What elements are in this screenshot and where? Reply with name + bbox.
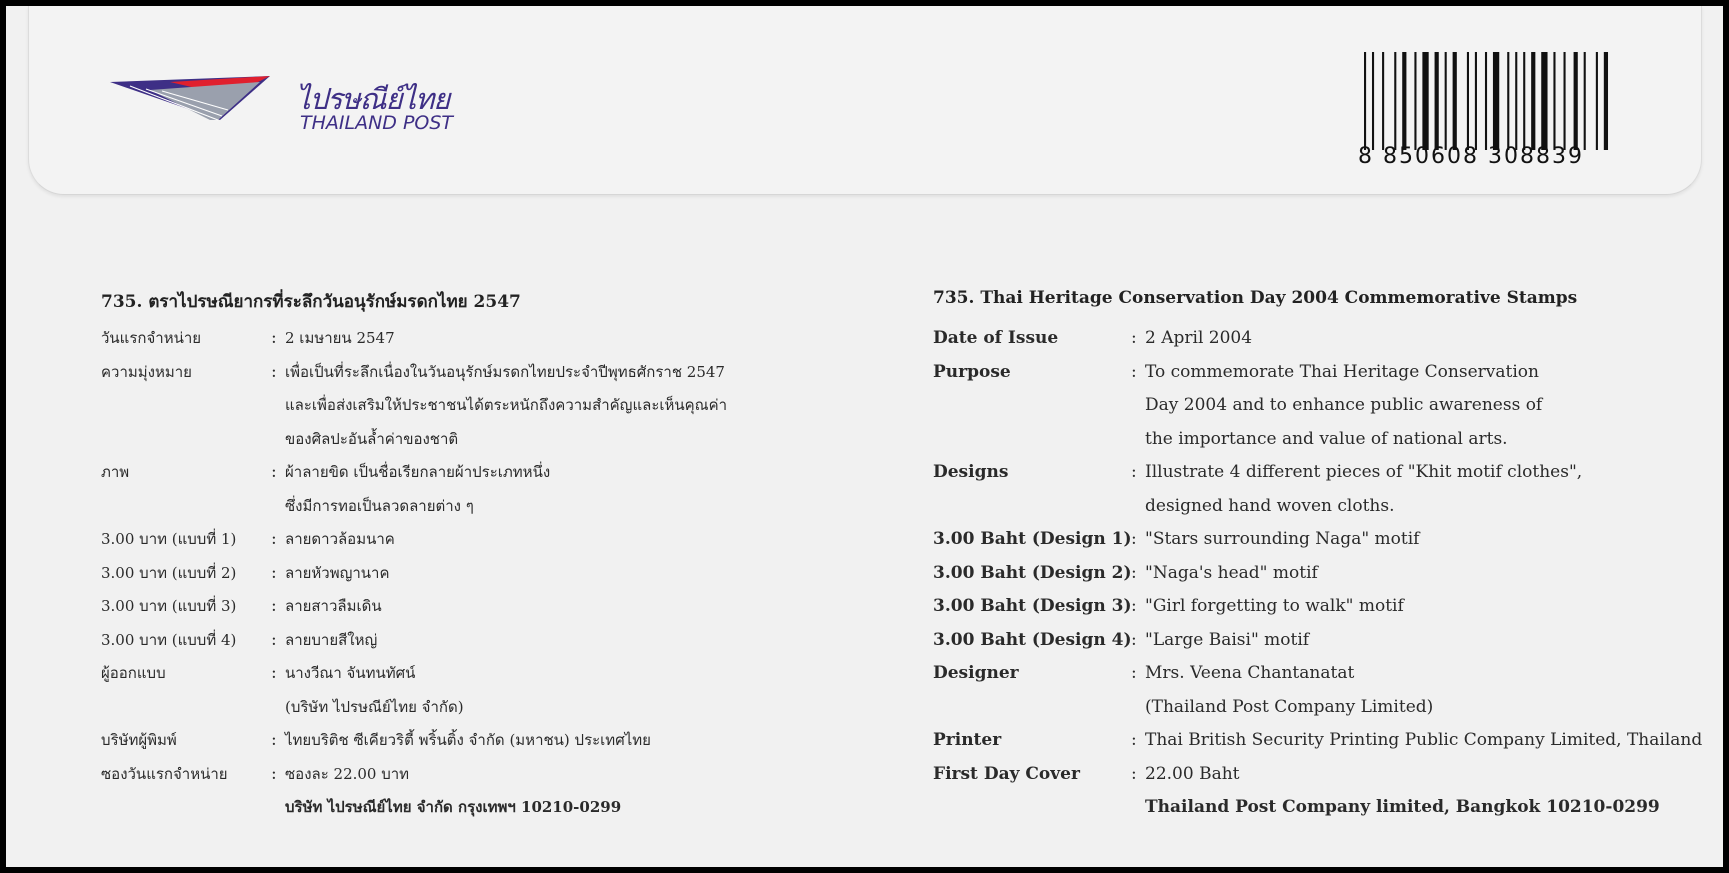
colon-separator: : <box>271 529 277 549</box>
colon-separator: : <box>1131 730 1137 750</box>
thai-field-label: ความมุ่งหมาย <box>101 362 192 381</box>
english-field-label: Purpose <box>933 361 1011 382</box>
thai-field-label: ซองวันแรกจำหน่าย <box>101 764 228 783</box>
colon-separator: : <box>271 763 277 784</box>
thailand-post-logo <box>110 76 490 136</box>
barcode-bar <box>1507 52 1509 150</box>
english-field-label: First Day Cover <box>933 763 1080 784</box>
english-title: 735. Thai Heritage Conservation Day 2004 Commemorative Stamps <box>933 288 1578 308</box>
colon-separator: : <box>1131 328 1137 348</box>
english-row <box>933 557 1713 591</box>
barcode-bar <box>1422 52 1428 150</box>
thai-field-value <box>285 724 651 758</box>
thailand-post-wing-icon <box>110 76 300 136</box>
barcode-bar <box>1394 52 1396 150</box>
thai-field-value <box>285 557 390 591</box>
colon-separator: : <box>271 730 277 750</box>
english-value-line: "Naga's head" motif <box>1145 562 1318 583</box>
thai-value-line: นางวีณา จันทนทัศน์ <box>285 664 416 682</box>
english-row <box>933 758 1713 792</box>
english-field-value <box>1145 322 1252 356</box>
english-field-value <box>1145 456 1582 523</box>
english-value-line: "Large Baisi" motif <box>1145 629 1310 650</box>
english-value-line: 22.00 Baht <box>1145 763 1240 784</box>
english-field-value <box>1145 624 1309 658</box>
thai-value-line: ไทยบริติช ซีเคียวริตี้ พริ้นติ้ง จำกัด (มหาชน) ประเทศไทย <box>285 731 651 749</box>
thai-row <box>101 590 901 624</box>
english-value-line: Day 2004 and to enhance public awareness of <box>1145 395 1543 415</box>
english-description <box>933 288 1713 825</box>
english-row <box>933 724 1713 758</box>
thai-field-label: บริษัทผู้พิมพ์ <box>101 731 177 749</box>
barcode-bar <box>1435 52 1439 150</box>
english-field-value <box>1145 724 1702 758</box>
english-value-line: Thai British Security Printing Public Company Limited, Thailand <box>1145 730 1703 750</box>
english-value-line: Illustrate 4 different pieces of "Khit motif clothes", <box>1145 462 1583 482</box>
thai-field-label: ภาพ <box>101 463 130 481</box>
english-field-value <box>1145 523 1419 557</box>
colon-separator: : <box>1131 596 1137 616</box>
barcode-bar <box>1604 52 1608 150</box>
english-field-label: 3.00 Baht (Design 4) <box>933 629 1132 650</box>
thai-field-label: 3.00 บาท (แบบที่ 1) <box>101 530 237 548</box>
thai-row <box>101 557 901 591</box>
english-field-label: Printer <box>933 730 1002 750</box>
thai-row <box>101 624 901 658</box>
thai-value-line: ซองละ 22.00 บาท <box>285 764 410 783</box>
english-field-label: 3.00 Baht (Design 1) <box>933 529 1132 549</box>
barcode-bar <box>1584 52 1586 150</box>
barcode-bar <box>1564 52 1566 150</box>
english-row <box>933 523 1713 557</box>
barcode-bar <box>1445 52 1447 150</box>
english-address: Thailand Post Company limited, Bangkok 10210-0299 <box>1145 797 1660 817</box>
envelope-back <box>6 6 1723 867</box>
thai-field-value <box>285 523 395 557</box>
thai-field-label: 3.00 บาท (แบบที่ 2) <box>101 563 237 582</box>
thai-value-line: ผ้าลายขิด เป็นชื่อเรียกลายผ้าประเภทหนึ่ง <box>285 463 551 481</box>
english-field-label: 3.00 Baht (Design 3) <box>933 596 1132 616</box>
colon-separator: : <box>271 361 277 382</box>
english-row <box>933 356 1713 457</box>
english-field-label: Designer <box>933 663 1019 683</box>
barcode-bar <box>1485 52 1487 150</box>
english-field-value <box>1145 557 1318 591</box>
colon-separator: : <box>271 328 277 348</box>
thai-value-line: ลายดาวล้อมนาค <box>285 530 395 548</box>
colon-separator: : <box>271 562 277 583</box>
english-value-line: (Thailand Post Company Limited) <box>1145 696 1434 717</box>
barcode-bar <box>1467 52 1469 150</box>
thai-field-value <box>285 624 377 658</box>
colon-separator: : <box>271 596 277 616</box>
thai-row <box>101 657 901 724</box>
thai-field-label: ผู้ออกแบบ <box>101 664 166 682</box>
barcode-bar <box>1453 52 1457 150</box>
thai-row <box>101 356 901 457</box>
thai-value-line: ลายบายสีใหญ่ <box>285 630 378 649</box>
colon-separator: : <box>1131 462 1137 482</box>
thai-field-label: 3.00 บาท (แบบที่ 3) <box>101 597 237 615</box>
barcode-number: 8 850608 308839 <box>1358 144 1584 169</box>
english-row <box>933 624 1713 658</box>
english-value-line: Mrs. Veena Chantanatat <box>1145 663 1355 683</box>
barcode-bar <box>1574 52 1578 150</box>
thai-field-label: 3.00 บาท (แบบที่ 4) <box>101 630 237 649</box>
english-value-line: "Girl forgetting to walk" motif <box>1145 596 1404 616</box>
barcode-bar <box>1382 52 1384 150</box>
english-value-line: 2 April 2004 <box>1145 328 1253 348</box>
thai-row <box>101 523 901 557</box>
thai-row <box>101 456 901 523</box>
thai-value-line: ซึ่งมีการทอเป็นลวดลายต่าง ๆ <box>285 496 474 515</box>
english-value-line: To commemorate Thai Heritage Conservation <box>1145 361 1539 382</box>
english-row <box>933 456 1713 523</box>
english-field-label: Designs <box>933 462 1009 482</box>
barcode-bars <box>1364 52 1612 150</box>
thai-value-line: 2 เมษายน 2547 <box>285 329 395 347</box>
thai-field-value <box>285 590 382 624</box>
barcode-bar <box>1493 52 1499 150</box>
colon-separator: : <box>1131 562 1137 583</box>
logo-thai-text: ไปรษณีย์ไทย <box>296 82 450 116</box>
colon-separator: : <box>271 462 277 482</box>
barcode <box>1358 52 1618 170</box>
barcode-bar <box>1372 52 1374 150</box>
english-row <box>933 590 1713 624</box>
barcode-bar <box>1523 52 1525 150</box>
english-address-row <box>933 791 1713 825</box>
barcode-bar <box>1553 52 1555 150</box>
thai-field-value <box>285 758 409 792</box>
thai-row <box>101 322 901 356</box>
colon-separator: : <box>271 629 277 650</box>
english-value-line: the importance and value of national arts. <box>1145 428 1508 449</box>
thai-field-value <box>285 657 464 724</box>
thai-field-label: วันแรกจำหน่าย <box>101 329 202 347</box>
barcode-bar <box>1541 52 1547 150</box>
thai-address: บริษัท ไปรษณีย์ไทย จำกัด กรุงเทพฯ 10210-0299 <box>285 798 622 816</box>
english-field-label: 3.00 Baht (Design 2) <box>933 562 1132 583</box>
english-field-value <box>1145 356 1542 457</box>
logo-english-text: THAILAND POST <box>300 112 454 134</box>
thai-address-row <box>101 791 901 825</box>
barcode-bar <box>1364 52 1366 150</box>
thai-value-line: และเพื่อส่งเสริมให้ประชาชนได้ตระหนักถึงความสำคัญและเห็นคุณค่า <box>285 396 728 414</box>
thai-value-line: ลายสาวลืมเดิน <box>285 597 382 615</box>
english-row <box>933 322 1713 356</box>
barcode-bar <box>1475 52 1477 150</box>
english-row <box>933 657 1713 724</box>
thai-value-line: เพื่อเป็นที่ระลึกเนื่องในวันอนุรักษ์มรดกไทยประจำปีพุทธศักราช 2547 <box>285 362 725 381</box>
english-field-value <box>1145 590 1404 624</box>
colon-separator: : <box>1131 361 1137 382</box>
english-field-value <box>1145 657 1433 724</box>
barcode-bar <box>1414 52 1416 150</box>
english-field-value <box>1145 758 1239 792</box>
colon-separator: : <box>1131 529 1137 549</box>
english-value-line: "Stars surrounding Naga" motif <box>1145 529 1420 549</box>
thai-row <box>101 724 901 758</box>
english-value-line: designed hand woven cloths. <box>1145 495 1395 516</box>
thai-field-value <box>285 456 550 523</box>
thai-title: 735. ตราไปรษณียากรที่ระลึกวันอนุรักษ์มรดกไทย 2547 <box>101 292 521 312</box>
thai-field-value <box>285 356 727 457</box>
barcode-bar <box>1515 52 1517 150</box>
colon-separator: : <box>271 663 277 683</box>
thai-value-line: ของศิลปะอันล้ำค่าของชาติ <box>285 429 459 448</box>
barcode-bar <box>1531 52 1535 150</box>
barcode-bar <box>1596 52 1598 150</box>
thai-value-line: ลายหัวพญานาค <box>285 563 390 582</box>
colon-separator: : <box>1131 663 1137 683</box>
thai-row <box>101 758 901 792</box>
english-field-label: Date of Issue <box>933 328 1059 348</box>
thai-description <box>101 288 901 825</box>
colon-separator: : <box>1131 763 1137 784</box>
thai-field-value <box>285 322 395 356</box>
colon-separator: : <box>1131 629 1137 650</box>
barcode-bar <box>1402 52 1406 150</box>
thai-value-line: (บริษัท ไปรษณีย์ไทย จำกัด) <box>285 697 464 716</box>
